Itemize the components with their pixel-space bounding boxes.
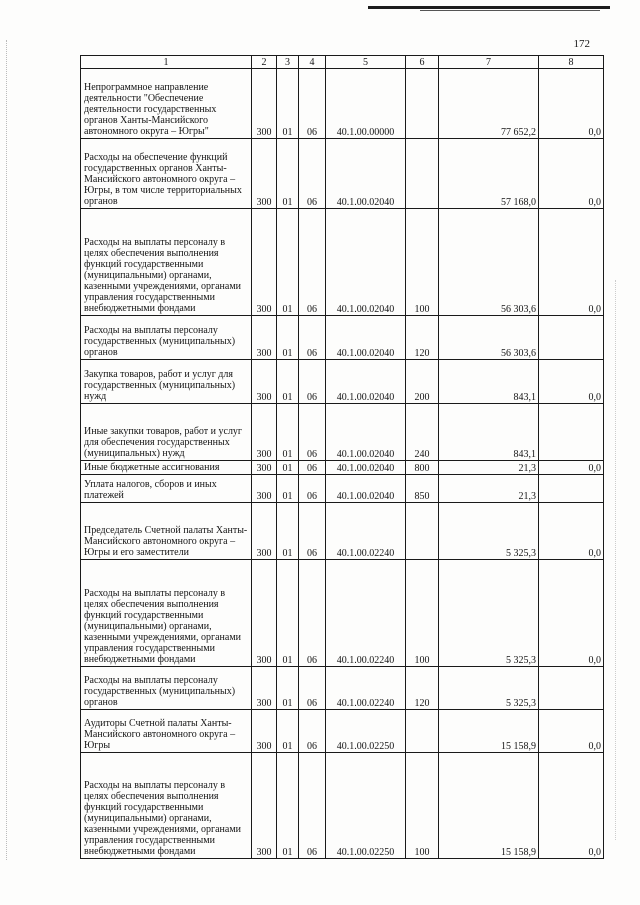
subsection-cell: 06 — [299, 667, 326, 710]
amount-cell: 56 303,6 — [439, 316, 539, 360]
column-header: 2 — [252, 56, 277, 69]
row-name-cell: Расходы на выплаты персоналу в целях обеспечения выполнения функций государственными (муниципальными) органами, казенными учреждениями, органами управления государственными внебюджетными фондами — [81, 560, 252, 667]
code-cell: 300 — [252, 560, 277, 667]
amount-cell: 15 158,9 — [439, 710, 539, 753]
expense-type-cell: 850 — [406, 475, 439, 503]
table-row — [81, 404, 604, 461]
section-cell: 01 — [277, 316, 299, 360]
code-cell: 300 — [252, 667, 277, 710]
section-cell: 01 — [277, 139, 299, 209]
target-article-cell: 40.1.00.02240 — [326, 560, 406, 667]
changes-cell — [539, 404, 604, 461]
target-article-cell: 40.1.00.02250 — [326, 753, 406, 859]
section-cell: 01 — [277, 560, 299, 667]
section-cell: 01 — [277, 404, 299, 461]
section-cell: 01 — [277, 710, 299, 753]
row-name-cell: Иные закупки товаров, работ и услуг для обеспечения государственных (муниципальных) нужд — [81, 404, 252, 461]
changes-cell: 0,0 — [539, 710, 604, 753]
row-name-cell: Иные бюджетные ассигнования — [81, 461, 252, 475]
code-cell: 300 — [252, 461, 277, 475]
table-row — [81, 139, 604, 209]
amount-cell: 21,3 — [439, 461, 539, 475]
target-article-cell: 40.1.00.02040 — [326, 360, 406, 404]
target-article-cell: 40.1.00.02240 — [326, 503, 406, 560]
row-name-cell: Закупка товаров, работ и услуг для государственных (муниципальных) нужд — [81, 360, 252, 404]
changes-cell — [539, 667, 604, 710]
table-row — [81, 710, 604, 753]
subsection-cell: 06 — [299, 710, 326, 753]
section-cell: 01 — [277, 667, 299, 710]
target-article-cell: 40.1.00.02250 — [326, 710, 406, 753]
expense-type-cell: 100 — [406, 560, 439, 667]
table-body — [81, 69, 604, 859]
target-article-cell: 40.1.00.02040 — [326, 461, 406, 475]
table-row — [81, 503, 604, 560]
changes-cell: 0,0 — [539, 753, 604, 859]
subsection-cell: 06 — [299, 560, 326, 667]
expense-type-cell — [406, 503, 439, 560]
table-row — [81, 360, 604, 404]
table-row — [81, 461, 604, 475]
column-header: 8 — [539, 56, 604, 69]
changes-cell: 0,0 — [539, 69, 604, 139]
changes-cell: 0,0 — [539, 209, 604, 316]
amount-cell: 843,1 — [439, 404, 539, 461]
subsection-cell: 06 — [299, 503, 326, 560]
column-header: 7 — [439, 56, 539, 69]
expense-type-cell — [406, 69, 439, 139]
budget-table — [80, 55, 604, 859]
table-row — [81, 753, 604, 859]
expense-type-cell: 800 — [406, 461, 439, 475]
column-header: 5 — [326, 56, 406, 69]
code-cell: 300 — [252, 404, 277, 461]
amount-cell: 5 325,3 — [439, 503, 539, 560]
amount-cell: 843,1 — [439, 360, 539, 404]
row-name-cell: Расходы на обеспечение функций государственных органов Ханты-Мансийского автономного округа – Югры, в том числе территориальных органов — [81, 139, 252, 209]
changes-cell: 0,0 — [539, 360, 604, 404]
column-header: 3 — [277, 56, 299, 69]
subsection-cell: 06 — [299, 209, 326, 316]
subsection-cell: 06 — [299, 753, 326, 859]
right-margin-artifact — [615, 280, 617, 840]
expense-type-cell: 100 — [406, 753, 439, 859]
section-cell: 01 — [277, 461, 299, 475]
amount-cell: 21,3 — [439, 475, 539, 503]
row-name-cell: Расходы на выплаты персоналу государственных (муниципальных) органов — [81, 667, 252, 710]
amount-cell: 77 652,2 — [439, 69, 539, 139]
table-header-row — [81, 56, 604, 69]
subsection-cell: 06 — [299, 139, 326, 209]
column-header: 4 — [299, 56, 326, 69]
target-article-cell: 40.1.00.02040 — [326, 209, 406, 316]
row-name-cell: Уплата налогов, сборов и иных платежей — [81, 475, 252, 503]
target-article-cell: 40.1.00.02040 — [326, 475, 406, 503]
section-cell: 01 — [277, 753, 299, 859]
changes-cell: 0,0 — [539, 139, 604, 209]
changes-cell: 0,0 — [539, 461, 604, 475]
row-name-cell: Непрограммное направление деятельности "Обеспечение деятельности государственных органов Ханты-Мансийского автономного округа – Югры" — [81, 69, 252, 139]
subsection-cell: 06 — [299, 475, 326, 503]
code-cell: 300 — [252, 360, 277, 404]
table-row — [81, 560, 604, 667]
table-row — [81, 667, 604, 710]
table-row — [81, 69, 604, 139]
expense-type-cell — [406, 710, 439, 753]
subsection-cell: 06 — [299, 461, 326, 475]
row-name-cell: Расходы на выплаты персоналу в целях обеспечения выполнения функций государственными (муниципальными) органами, казенными учреждениями, органами управления государственными внебюджетными фондами — [81, 209, 252, 316]
row-name-cell: Расходы на выплаты персоналу государственных (муниципальных) органов — [81, 316, 252, 360]
amount-cell: 15 158,9 — [439, 753, 539, 859]
page-number: 172 — [573, 38, 590, 50]
code-cell: 300 — [252, 710, 277, 753]
target-article-cell: 40.1.00.02040 — [326, 139, 406, 209]
column-header: 6 — [406, 56, 439, 69]
code-cell: 300 — [252, 69, 277, 139]
code-cell: 300 — [252, 503, 277, 560]
table-row — [81, 316, 604, 360]
changes-cell — [539, 475, 604, 503]
amount-cell: 56 303,6 — [439, 209, 539, 316]
changes-cell: 0,0 — [539, 560, 604, 667]
left-margin-artifact — [6, 40, 8, 860]
target-article-cell: 40.1.00.00000 — [326, 69, 406, 139]
code-cell: 300 — [252, 139, 277, 209]
changes-cell — [539, 316, 604, 360]
section-cell: 01 — [277, 475, 299, 503]
code-cell: 300 — [252, 753, 277, 859]
changes-cell: 0,0 — [539, 503, 604, 560]
amount-cell: 57 168,0 — [439, 139, 539, 209]
top-scan-line — [368, 6, 610, 9]
section-cell: 01 — [277, 360, 299, 404]
subsection-cell: 06 — [299, 360, 326, 404]
target-article-cell: 40.1.00.02040 — [326, 316, 406, 360]
expense-type-cell: 200 — [406, 360, 439, 404]
subsection-cell: 06 — [299, 404, 326, 461]
row-name-cell: Аудиторы Счетной палаты Ханты-Мансийского автономного округа – Югры — [81, 710, 252, 753]
code-cell: 300 — [252, 209, 277, 316]
row-name-cell: Председатель Счетной палаты Ханты-Мансийского автономного округа – Югры и его заместители — [81, 503, 252, 560]
expense-type-cell: 100 — [406, 209, 439, 316]
subsection-cell: 06 — [299, 69, 326, 139]
expense-type-cell: 120 — [406, 667, 439, 710]
code-cell: 300 — [252, 475, 277, 503]
section-cell: 01 — [277, 209, 299, 316]
top-scan-line-thin — [420, 10, 600, 11]
amount-cell: 5 325,3 — [439, 667, 539, 710]
expense-type-cell: 240 — [406, 404, 439, 461]
section-cell: 01 — [277, 503, 299, 560]
column-header: 1 — [81, 56, 252, 69]
code-cell: 300 — [252, 316, 277, 360]
table-row — [81, 209, 604, 316]
subsection-cell: 06 — [299, 316, 326, 360]
expense-type-cell — [406, 139, 439, 209]
row-name-cell: Расходы на выплаты персоналу в целях обеспечения выполнения функций государственными (муниципальными) органами, казенными учреждениями, органами управления государственными внебюджетными фондами — [81, 753, 252, 859]
amount-cell: 5 325,3 — [439, 560, 539, 667]
expense-type-cell: 120 — [406, 316, 439, 360]
section-cell: 01 — [277, 69, 299, 139]
table-row — [81, 475, 604, 503]
target-article-cell: 40.1.00.02240 — [326, 667, 406, 710]
target-article-cell: 40.1.00.02040 — [326, 404, 406, 461]
